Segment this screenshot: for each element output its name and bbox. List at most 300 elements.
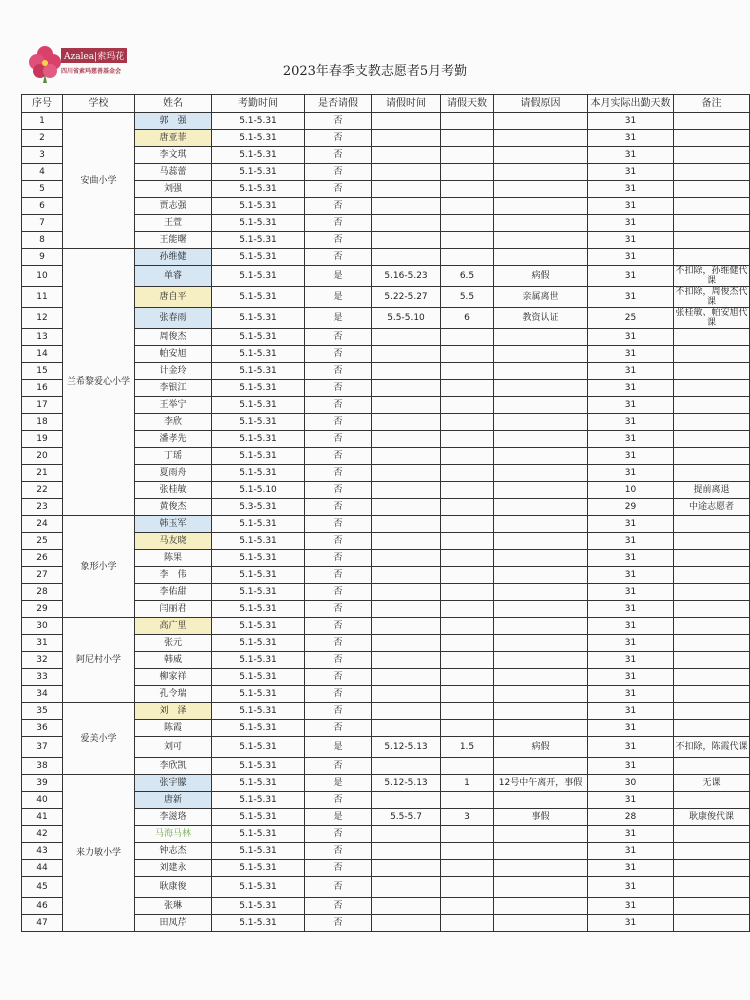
table-row <box>22 775 750 792</box>
leave-time-cell <box>372 516 441 533</box>
leave-status-cell: 否 <box>305 618 372 635</box>
actual-days-cell: 30 <box>588 775 674 792</box>
name-cell: 王萱 <box>135 215 212 232</box>
seq-cell: 46 <box>22 898 63 915</box>
name-cell: 帕安旭 <box>135 346 212 363</box>
seq-cell: 12 <box>22 308 63 329</box>
seq-cell: 28 <box>22 584 63 601</box>
period-cell: 5.1-5.31 <box>212 720 305 737</box>
seq-cell: 11 <box>22 287 63 308</box>
leave-time-cell <box>372 147 441 164</box>
leave-reason-cell <box>494 567 588 584</box>
actual-days-cell: 31 <box>588 414 674 431</box>
leave-status-cell: 否 <box>305 215 372 232</box>
leave-days-cell <box>441 792 494 809</box>
seq-cell: 36 <box>22 720 63 737</box>
actual-days-cell: 31 <box>588 758 674 775</box>
leave-time-cell <box>372 826 441 843</box>
leave-status-cell: 否 <box>305 533 372 550</box>
leave-status-cell: 否 <box>305 232 372 249</box>
leave-time-cell <box>372 363 441 380</box>
name-cell: 韩威 <box>135 652 212 669</box>
note-cell <box>674 431 750 448</box>
leave-status-cell: 否 <box>305 516 372 533</box>
seq-cell: 25 <box>22 533 63 550</box>
seq-cell: 44 <box>22 860 63 877</box>
leave-time-cell <box>372 164 441 181</box>
leave-time-cell <box>372 860 441 877</box>
seq-cell: 7 <box>22 215 63 232</box>
leave-reason-cell <box>494 198 588 215</box>
period-cell: 5.1-5.31 <box>212 550 305 567</box>
leave-reason-cell: 事假 <box>494 809 588 826</box>
actual-days-cell: 31 <box>588 720 674 737</box>
leave-reason-cell <box>494 860 588 877</box>
actual-days-cell: 31 <box>588 130 674 147</box>
leave-status-cell: 否 <box>305 147 372 164</box>
name-cell: 王能曙 <box>135 232 212 249</box>
period-cell: 5.1-5.31 <box>212 652 305 669</box>
leave-time-cell <box>372 346 441 363</box>
name-cell: 李佑甜 <box>135 584 212 601</box>
leave-days-cell <box>441 499 494 516</box>
leave-time-cell <box>372 533 441 550</box>
leave-days-cell <box>441 130 494 147</box>
leave-days-cell <box>441 249 494 266</box>
actual-days-cell: 31 <box>588 843 674 860</box>
note-cell <box>674 232 750 249</box>
page-title: 2023年春季支教志愿者5月考勤 <box>282 64 468 79</box>
leave-days-cell <box>441 181 494 198</box>
leave-reason-cell <box>494 516 588 533</box>
period-cell: 5.1-5.31 <box>212 164 305 181</box>
period-cell: 5.1-5.31 <box>212 448 305 465</box>
note-cell: 不扣除，孙维健代课 <box>675 266 748 286</box>
leave-time-cell <box>372 635 441 652</box>
leave-status-cell: 是 <box>305 737 372 758</box>
leave-reason-cell <box>494 533 588 550</box>
actual-days-cell: 31 <box>588 737 674 758</box>
leave-days-cell: 3 <box>441 809 494 826</box>
actual-days-cell: 31 <box>588 601 674 618</box>
leave-reason-cell <box>494 669 588 686</box>
actual-days-cell: 31 <box>588 266 674 287</box>
leave-days-cell <box>441 431 494 448</box>
note-cell <box>674 249 750 266</box>
seq-cell: 3 <box>22 147 63 164</box>
name-cell: 王举宁 <box>135 397 212 414</box>
note-cell <box>674 860 750 877</box>
leave-time-cell <box>372 431 441 448</box>
actual-days-cell: 31 <box>588 584 674 601</box>
note-cell <box>674 414 750 431</box>
leave-days-cell <box>441 482 494 499</box>
actual-days-cell: 31 <box>588 860 674 877</box>
seq-cell: 8 <box>22 232 63 249</box>
school-cell: 兰希黎爱心小学 <box>63 249 135 516</box>
name-cell: 单睿 <box>135 266 212 287</box>
name-cell: 贾志强 <box>135 198 212 215</box>
leave-status-cell: 否 <box>305 431 372 448</box>
actual-days-cell: 31 <box>588 686 674 703</box>
name-cell: 柳家祥 <box>135 669 212 686</box>
leave-reason-cell <box>494 550 588 567</box>
note-cell <box>674 533 750 550</box>
period-cell: 5.1-5.31 <box>212 380 305 397</box>
leave-time-cell: 5.5-5.7 <box>372 809 441 826</box>
leave-reason-cell <box>494 215 588 232</box>
leave-status-cell: 否 <box>305 826 372 843</box>
name-cell: 张宇朦 <box>135 775 212 792</box>
col-header-school: 学校 <box>63 95 135 113</box>
period-cell: 5.1-5.31 <box>212 703 305 720</box>
actual-days-cell: 31 <box>588 567 674 584</box>
leave-status-cell: 否 <box>305 499 372 516</box>
leave-reason-cell <box>494 877 588 898</box>
leave-reason-cell <box>494 703 588 720</box>
period-cell: 5.1-5.31 <box>212 516 305 533</box>
period-cell: 5.1-5.31 <box>212 266 305 287</box>
note-cell <box>674 164 750 181</box>
note-cell <box>674 147 750 164</box>
leave-reason-cell <box>494 414 588 431</box>
leave-days-cell <box>441 669 494 686</box>
note-cell <box>674 635 750 652</box>
leave-reason-cell <box>494 601 588 618</box>
leave-time-cell <box>372 499 441 516</box>
leave-time-cell <box>372 215 441 232</box>
leave-reason-cell: 病假 <box>494 266 588 287</box>
note-cell <box>674 448 750 465</box>
leave-time-cell: 5.16-5.23 <box>372 266 441 287</box>
leave-time-cell <box>372 652 441 669</box>
note-cell <box>674 363 750 380</box>
name-cell: 刘强 <box>135 181 212 198</box>
leave-time-cell: 5.22-5.27 <box>372 287 441 308</box>
leave-status-cell: 否 <box>305 397 372 414</box>
actual-days-cell: 31 <box>588 346 674 363</box>
leave-days-cell: 5.5 <box>441 287 494 308</box>
leave-reason-cell: 教资认证 <box>494 308 588 329</box>
leave-reason-cell <box>494 431 588 448</box>
leave-days-cell <box>441 232 494 249</box>
leave-status-cell: 否 <box>305 877 372 898</box>
actual-days-cell: 31 <box>588 164 674 181</box>
period-cell: 5.1-5.31 <box>212 775 305 792</box>
name-cell: 刘建永 <box>135 860 212 877</box>
note-cell <box>674 346 750 363</box>
leave-reason-cell <box>494 346 588 363</box>
name-cell: 韩玉军 <box>135 516 212 533</box>
leave-time-cell <box>372 232 441 249</box>
col-header-note: 备注 <box>674 95 750 113</box>
leave-status-cell: 否 <box>305 113 372 130</box>
period-cell: 5.1-5.31 <box>212 533 305 550</box>
col-header-leave-time: 请假时间 <box>372 95 441 113</box>
leave-days-cell <box>441 635 494 652</box>
leave-reason-cell <box>494 329 588 346</box>
name-cell: 丁瑶 <box>135 448 212 465</box>
leave-days-cell <box>441 758 494 775</box>
period-cell: 5.1-5.31 <box>212 737 305 758</box>
actual-days-cell: 31 <box>588 448 674 465</box>
leave-days-cell <box>441 346 494 363</box>
leave-time-cell <box>372 877 441 898</box>
period-cell: 5.1-5.31 <box>212 329 305 346</box>
period-cell: 5.3-5.31 <box>212 499 305 516</box>
note-cell <box>674 703 750 720</box>
leave-reason-cell <box>494 758 588 775</box>
leave-days-cell: 6 <box>441 308 494 329</box>
name-cell: 李 伟 <box>135 567 212 584</box>
name-cell: 张琳 <box>135 898 212 915</box>
note-cell <box>674 380 750 397</box>
leave-reason-cell <box>494 147 588 164</box>
seq-cell: 18 <box>22 414 63 431</box>
period-cell: 5.1-5.31 <box>212 567 305 584</box>
col-header-leave-reason: 请假原因 <box>494 95 588 113</box>
leave-days-cell <box>441 533 494 550</box>
leave-time-cell <box>372 329 441 346</box>
seq-cell: 43 <box>22 843 63 860</box>
leave-status-cell: 否 <box>305 181 372 198</box>
name-cell: 李滋珞 <box>135 809 212 826</box>
note-cell <box>674 584 750 601</box>
leave-time-cell <box>372 720 441 737</box>
note-cell <box>674 826 750 843</box>
note-cell <box>674 792 750 809</box>
seq-cell: 39 <box>22 775 63 792</box>
logo-text: Azalea|索玛花 <box>61 48 127 63</box>
leave-days-cell: 6.5 <box>441 266 494 287</box>
leave-reason-cell <box>494 826 588 843</box>
name-cell: 闫丽君 <box>135 601 212 618</box>
name-cell: 马蕊蕾 <box>135 164 212 181</box>
leave-time-cell <box>372 380 441 397</box>
leave-time-cell <box>372 758 441 775</box>
logo-subtitle: 四川省索玛慈善基金会 <box>61 68 122 75</box>
actual-days-cell: 31 <box>588 915 674 932</box>
period-cell: 5.1-5.31 <box>212 465 305 482</box>
name-cell: 耿康俊 <box>135 877 212 898</box>
period-cell: 5.1-5.31 <box>212 249 305 266</box>
leave-days-cell <box>441 860 494 877</box>
leave-status-cell: 否 <box>305 198 372 215</box>
header-row <box>22 95 750 113</box>
note-cell <box>674 720 750 737</box>
leave-reason-cell <box>494 397 588 414</box>
leave-reason-cell <box>494 635 588 652</box>
name-cell: 孙维健 <box>135 249 212 266</box>
name-cell: 钟志杰 <box>135 843 212 860</box>
leave-status-cell: 否 <box>305 414 372 431</box>
seq-cell: 47 <box>22 915 63 932</box>
period-cell: 5.1-5.31 <box>212 843 305 860</box>
actual-days-cell: 31 <box>588 826 674 843</box>
leave-days-cell <box>441 601 494 618</box>
actual-days-cell: 31 <box>588 287 674 308</box>
period-cell: 5.1-5.31 <box>212 686 305 703</box>
leave-days-cell <box>441 414 494 431</box>
leave-time-cell <box>372 792 441 809</box>
name-cell: 郭 强 <box>135 113 212 130</box>
period-cell: 5.1-5.31 <box>212 147 305 164</box>
actual-days-cell: 31 <box>588 618 674 635</box>
seq-cell: 16 <box>22 380 63 397</box>
actual-days-cell: 31 <box>588 652 674 669</box>
leave-time-cell <box>372 686 441 703</box>
leave-time-cell <box>372 130 441 147</box>
period-cell: 5.1-5.31 <box>212 792 305 809</box>
note-cell <box>674 516 750 533</box>
leave-status-cell: 否 <box>305 584 372 601</box>
leave-time-cell <box>372 843 441 860</box>
leave-time-cell <box>372 249 441 266</box>
leave-days-cell <box>441 877 494 898</box>
seq-cell: 37 <box>22 737 63 758</box>
period-cell: 5.1-5.31 <box>212 232 305 249</box>
seq-cell: 41 <box>22 809 63 826</box>
leave-status-cell: 否 <box>305 669 372 686</box>
leave-time-cell <box>372 550 441 567</box>
note-cell <box>674 669 750 686</box>
period-cell: 5.1-5.31 <box>212 308 305 329</box>
leave-reason-cell <box>494 482 588 499</box>
leave-days-cell <box>441 618 494 635</box>
leave-reason-cell <box>494 181 588 198</box>
period-cell: 5.1-5.31 <box>212 130 305 147</box>
note-cell <box>674 550 750 567</box>
seq-cell: 6 <box>22 198 63 215</box>
leave-days-cell <box>441 843 494 860</box>
seq-cell: 21 <box>22 465 63 482</box>
leave-status-cell: 否 <box>305 652 372 669</box>
note-cell <box>674 567 750 584</box>
name-cell: 高广里 <box>135 618 212 635</box>
leave-time-cell <box>372 198 441 215</box>
leave-status-cell: 否 <box>305 482 372 499</box>
name-cell: 刘 泽 <box>135 703 212 720</box>
leave-days-cell <box>441 215 494 232</box>
note-cell <box>674 877 750 898</box>
name-cell: 马海马林 <box>135 826 212 843</box>
leave-days-cell <box>441 363 494 380</box>
seq-cell: 29 <box>22 601 63 618</box>
school-cell: 阿尼村小学 <box>63 618 135 703</box>
leave-days-cell <box>441 147 494 164</box>
period-cell: 5.1-5.31 <box>212 877 305 898</box>
leave-status-cell: 否 <box>305 164 372 181</box>
period-cell: 5.1-5.31 <box>212 113 305 130</box>
leave-days-cell <box>441 397 494 414</box>
actual-days-cell: 31 <box>588 877 674 898</box>
table-row <box>22 113 750 130</box>
name-cell: 李文琪 <box>135 147 212 164</box>
table-row <box>22 618 750 635</box>
table-row <box>22 703 750 720</box>
name-cell: 马友晓 <box>135 533 212 550</box>
leave-status-cell: 否 <box>305 843 372 860</box>
leave-days-cell: 1.5 <box>441 737 494 758</box>
actual-days-cell: 25 <box>588 308 674 329</box>
name-cell: 计金玲 <box>135 363 212 380</box>
note-cell: 提前离退 <box>674 482 750 499</box>
leave-status-cell: 否 <box>305 703 372 720</box>
note-cell <box>674 898 750 915</box>
leave-time-cell <box>372 601 441 618</box>
leave-reason-cell <box>494 915 588 932</box>
leave-reason-cell <box>494 652 588 669</box>
period-cell: 5.1-5.31 <box>212 601 305 618</box>
col-header-name: 姓名 <box>135 95 212 113</box>
leave-status-cell: 否 <box>305 567 372 584</box>
school-cell: 爱美小学 <box>63 703 135 775</box>
note-cell <box>674 181 750 198</box>
leave-status-cell: 否 <box>305 550 372 567</box>
leave-days-cell <box>441 826 494 843</box>
leave-status-cell: 否 <box>305 898 372 915</box>
name-cell: 唐自平 <box>135 287 212 308</box>
leave-status-cell: 是 <box>305 266 372 287</box>
leave-reason-cell <box>494 499 588 516</box>
leave-status-cell: 否 <box>305 915 372 932</box>
actual-days-cell: 29 <box>588 499 674 516</box>
period-cell: 5.1-5.31 <box>212 198 305 215</box>
leave-reason-cell <box>494 720 588 737</box>
leave-days-cell <box>441 550 494 567</box>
period-cell: 5.1-5.31 <box>212 635 305 652</box>
note-cell: 中途志愿者 <box>674 499 750 516</box>
seq-cell: 38 <box>22 758 63 775</box>
actual-days-cell: 31 <box>588 669 674 686</box>
seq-cell: 32 <box>22 652 63 669</box>
seq-cell: 35 <box>22 703 63 720</box>
col-header-period: 考勤时间 <box>212 95 305 113</box>
leave-status-cell: 否 <box>305 363 372 380</box>
leave-time-cell <box>372 584 441 601</box>
period-cell: 5.1-5.31 <box>212 915 305 932</box>
leave-reason-cell <box>494 898 588 915</box>
seq-cell: 45 <box>22 877 63 898</box>
actual-days-cell: 28 <box>588 809 674 826</box>
note-cell <box>674 915 750 932</box>
note-cell <box>674 329 750 346</box>
leave-reason-cell <box>494 232 588 249</box>
leave-reason-cell <box>494 618 588 635</box>
leave-time-cell <box>372 414 441 431</box>
name-cell: 陈霞 <box>135 720 212 737</box>
note-cell: 耿康俊代课 <box>674 809 750 826</box>
actual-days-cell: 31 <box>588 147 674 164</box>
leave-days-cell: 1 <box>441 775 494 792</box>
leave-days-cell <box>441 898 494 915</box>
name-cell: 夏雨舟 <box>135 465 212 482</box>
name-cell: 陈果 <box>135 550 212 567</box>
name-cell: 唐新 <box>135 792 212 809</box>
leave-time-cell <box>372 567 441 584</box>
school-cell: 象形小学 <box>63 516 135 618</box>
leave-status-cell: 否 <box>305 601 372 618</box>
seq-cell: 33 <box>22 669 63 686</box>
leave-time-cell <box>372 669 441 686</box>
seq-cell: 23 <box>22 499 63 516</box>
seq-cell: 22 <box>22 482 63 499</box>
actual-days-cell: 31 <box>588 431 674 448</box>
seq-cell: 24 <box>22 516 63 533</box>
seq-cell: 4 <box>22 164 63 181</box>
seq-cell: 17 <box>22 397 63 414</box>
leave-status-cell: 否 <box>305 346 372 363</box>
